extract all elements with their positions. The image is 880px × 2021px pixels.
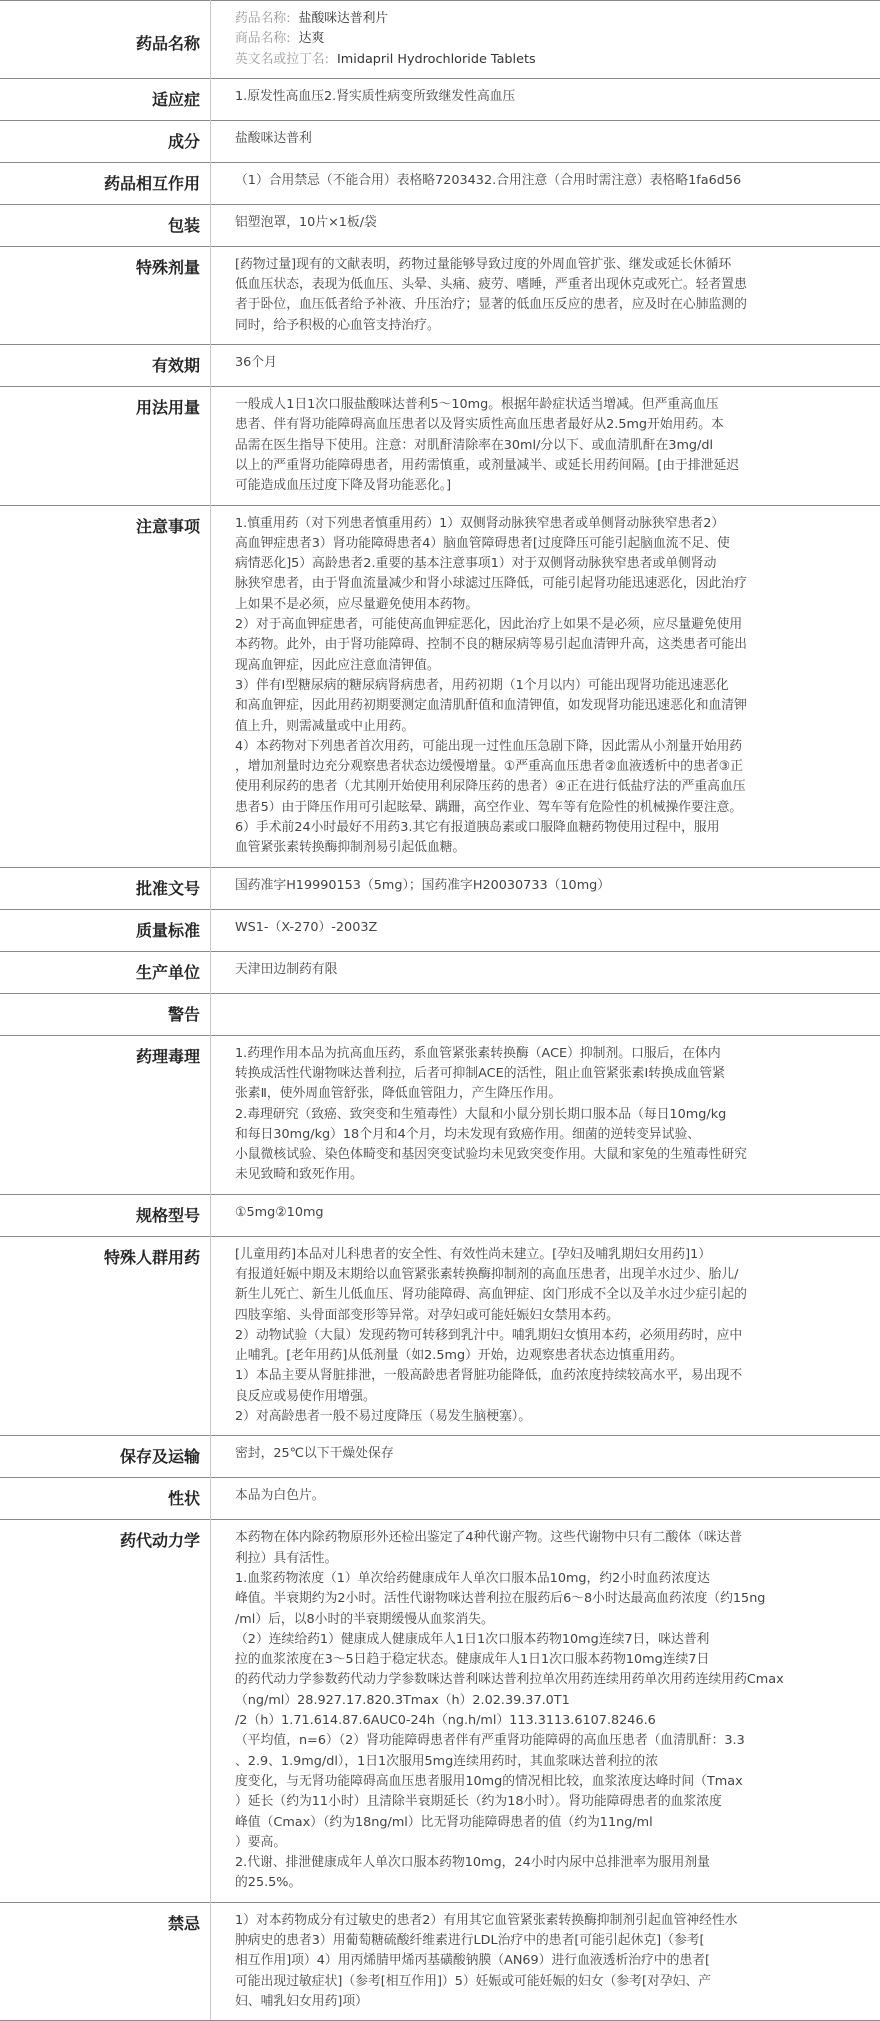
spec-value-line: 一般成人1日1次口服盐酸咪达普利5～10mg。根据年龄症状适当增减。但严重高血压 bbox=[235, 395, 866, 415]
spec-value-line: 良反应或易使作用增强。 bbox=[235, 1387, 866, 1407]
spec-value-line: 以上的严重肾功能障碍患者，用药需慎重，或剂量减半、或延长用药间隔。[由于排泄延迟 bbox=[235, 456, 866, 476]
spec-value-line: 张素Ⅱ，使外周血管舒张，降低血管阻力，产生降压作用。 bbox=[235, 1084, 866, 1104]
spec-value-line: （1）合用禁忌（不能合用）表格略7203432.合用注意（合用时需注意）表格略1fa6d56 bbox=[235, 171, 866, 191]
spec-value bbox=[211, 1520, 880, 1902]
spec-value bbox=[211, 1478, 880, 1520]
spec-value bbox=[211, 204, 880, 246]
spec-value-line: 肿病史的患者3）用葡萄糖硫酸纤维素进行LDL治疗中的患者[可能引起休克]（参考[ bbox=[235, 1931, 866, 1951]
spec-value-line: 密封，25℃以下干燥处保存 bbox=[235, 1444, 866, 1464]
spec-value-line: 3）伴有Ⅰ型糖尿病的糖尿病肾病患者，用药初期（1个月以内）可能出现肾功能迅速恶化 bbox=[235, 676, 866, 696]
trade-name-label: 商品名称: bbox=[235, 29, 291, 49]
spec-key: 药代动力学 bbox=[0, 1520, 211, 1902]
spec-value-line: 峰值。半衰期约为2小时。活性代谢物咪达普利拉在服药后6～8小时达最高血药浓度（约15ng bbox=[235, 1589, 866, 1609]
spec-value-line: 天津田边制药有限 bbox=[235, 960, 866, 980]
spec-value-line: 新生儿死亡、新生儿低血压、肾功能障碍、高血钾症、囟门形成不全以及羊水过少症引起的 bbox=[235, 1285, 866, 1305]
spec-value-line: 患者、伴有肾功能障碍高血压患者以及肾实质性高血压患者最好从2.5mg开始用药。本 bbox=[235, 415, 866, 435]
spec-value-line: 峰值（Cmax）（约为18ng/ml）比无肾功能障碍患者的值（约为11ng/ml bbox=[235, 1813, 866, 1833]
spec-value-line: 可能造成血压过度下降及肾功能恶化。] bbox=[235, 476, 866, 496]
spec-value-line: 病情恶化]5）高龄患者2.重要的基本注意事项1）对于双侧肾动脉狭窄患者或单侧肾动 bbox=[235, 554, 866, 574]
spec-value-line: 度变化，与无肾功能障碍高血压患者服用10mg的情况相比较，血浆浓度达峰时间（Tmax bbox=[235, 1772, 866, 1792]
spec-value-line: 1.原发性高血压2.肾实质性病变所致继发性高血压 bbox=[235, 87, 866, 107]
spec-row bbox=[0, 505, 880, 867]
spec-key: 药品名称 bbox=[0, 1, 211, 79]
spec-row bbox=[0, 162, 880, 204]
trade-name-value: 达爽 bbox=[299, 31, 325, 46]
spec-key: 规格型号 bbox=[0, 1194, 211, 1236]
spec-value-line: 国药准字H19990153（5mg）；国药准字H20030733（10mg） bbox=[235, 876, 866, 896]
spec-value bbox=[211, 993, 880, 1035]
spec-value-line: 、2.9、1.9mg/dl），1日1次服用5mg连续用药时，其血浆咪达普利拉的浓 bbox=[235, 1752, 866, 1772]
spec-value-line: 4）本药物对下列患者首次用药，可能出现一过性血压急剧下降，因此需从小剂量开始用药 bbox=[235, 737, 866, 757]
spec-value bbox=[211, 1194, 880, 1236]
spec-value-line: [药物过量]现有的文献表明，药物过量能够导致过度的外周血管扩张、继发或延长休循环 bbox=[235, 255, 866, 275]
spec-key: 性状 bbox=[0, 1478, 211, 1520]
spec-value-line: ①5mg②10mg bbox=[235, 1203, 866, 1223]
spec-key: 药品相互作用 bbox=[0, 162, 211, 204]
spec-value-line: 现高血钾症，因此应注意血清钾值。 bbox=[235, 656, 866, 676]
spec-value bbox=[211, 1, 880, 79]
spec-value-line: 上如果不是必须，应尽量避免使用本药物。 bbox=[235, 595, 866, 615]
spec-row-name bbox=[0, 1, 880, 79]
spec-row bbox=[0, 1478, 880, 1520]
spec-row bbox=[0, 387, 880, 505]
spec-value-line: 1）本品主要从肾脏排泄，一般高龄患者肾脏功能降低，血药浓度持续较高水平，易出现不 bbox=[235, 1366, 866, 1386]
spec-value-line: 2）动物试验（大鼠）发现药物可转移到乳汁中。哺乳期妇女慎用本药，必须用药时，应中 bbox=[235, 1326, 866, 1346]
english-name-line bbox=[235, 50, 866, 70]
spec-value-line: 6）手术前24小时最好不用药3.其它有报道胰岛素或口服降血糖药物使用过程中，服用 bbox=[235, 818, 866, 838]
spec-value-line: 小鼠微核试验、染色体畸变和基因突变试验均未见致突变作用。大鼠和家兔的生殖毒性研究 bbox=[235, 1145, 866, 1165]
spec-key: 保存及运输 bbox=[0, 1436, 211, 1478]
spec-value-line: 脉狭窄患者，由于肾血流量减少和肾小球滤过压降低，可能引起肾功能迅速恶化，因此治疗 bbox=[235, 574, 866, 594]
spec-value-line: 同时，给予积极的心血管支持治疗。 bbox=[235, 316, 866, 336]
spec-value-line: [儿童用药]本品对儿科患者的安全性、有效性尚未建立。[孕妇及哺乳期妇女用药]1） bbox=[235, 1245, 866, 1265]
spec-value-line: ，增加剂量时边充分观察患者状态边缓慢增量。①严重高血压患者②血液透析中的患者③正 bbox=[235, 757, 866, 777]
spec-value-line: 2.代谢、排泄健康成年人单次口服本药物10mg，24小时内尿中总排泄率为服用剂量 bbox=[235, 1853, 866, 1873]
spec-row bbox=[0, 951, 880, 993]
english-name-value: Imidapril Hydrochloride Tablets bbox=[337, 52, 536, 67]
spec-row bbox=[0, 1902, 880, 2020]
spec-value bbox=[211, 387, 880, 505]
spec-value-line: 和每日30mg/kg）18个月和4个月，均未发现有致癌作用。细菌的逆转变异试验、 bbox=[235, 1125, 866, 1145]
spec-value bbox=[211, 909, 880, 951]
spec-value bbox=[211, 1436, 880, 1478]
spec-value-line: 盐酸咪达普利 bbox=[235, 129, 866, 149]
spec-row bbox=[0, 345, 880, 387]
spec-value-line: 本药物在体内除药物原形外还检出鉴定了4种代谢产物。这些代谢物中只有二酸体（咪达普 bbox=[235, 1528, 866, 1548]
spec-value-line: 利拉）具有活性。 bbox=[235, 1549, 866, 1569]
spec-value-line: 者于卧位，血压低者给予补液、升压治疗；显著的低血压反应的患者，应及时在心肺监测的 bbox=[235, 295, 866, 315]
spec-key: 适应症 bbox=[0, 78, 211, 120]
spec-value-line: ）要高。 bbox=[235, 1833, 866, 1853]
spec-value bbox=[211, 867, 880, 909]
spec-key: 药理毒理 bbox=[0, 1035, 211, 1194]
generic-name-value: 盐酸咪达普利片 bbox=[299, 11, 389, 26]
spec-value-line: 2）对于高血钾症患者，可能使高血钾症恶化，因此治疗上如果不是必须，应尽量避免使用 bbox=[235, 615, 866, 635]
trade-name-line bbox=[235, 29, 866, 49]
spec-row bbox=[0, 246, 880, 344]
spec-value-line: 2.毒理研究（致癌、致突变和生殖毒性）大鼠和小鼠分别长期口服本品（每日10mg/kg bbox=[235, 1105, 866, 1125]
spec-value-line: 铝塑泡罩，10片×1板/袋 bbox=[235, 213, 866, 233]
spec-row bbox=[0, 1194, 880, 1236]
spec-key: 特殊剂量 bbox=[0, 246, 211, 344]
spec-key: 包装 bbox=[0, 204, 211, 246]
spec-value-line: 本药物。此外，由于肾功能障碍、控制不良的糖尿病等易引起血清钾升高，这类患者可能出 bbox=[235, 635, 866, 655]
spec-row bbox=[0, 1520, 880, 1902]
generic-name-label: 药品名称: bbox=[235, 9, 291, 29]
generic-name-line bbox=[235, 9, 866, 29]
spec-key: 特殊人群用药 bbox=[0, 1236, 211, 1436]
spec-value-line: 高血钾症患者3）肾功能障碍患者4）脑血管障碍患者[过度降压可能引起脑血流不足、使 bbox=[235, 534, 866, 554]
spec-value-line: 有报道妊娠中期及末期给以血管紧张素转换酶抑制剂的高血压患者，出现羊水过少、胎儿/ bbox=[235, 1265, 866, 1285]
spec-value-line: 转换成活性代谢物咪达普利拉，后者可抑制ACE的活性，阻止血管紧张素Ⅰ转换成血管紧 bbox=[235, 1064, 866, 1084]
spec-value-line: 止哺乳。[老年用药]从低剂量（如2.5mg）开始，边观察患者状态边慎重用药。 bbox=[235, 1346, 866, 1366]
spec-row bbox=[0, 909, 880, 951]
spec-value-line: （平均值，n=6）（2）肾功能障碍患者伴有严重肾功能障碍的高血压患者（血清肌酐：3.3 bbox=[235, 1731, 866, 1751]
spec-value bbox=[211, 1236, 880, 1436]
spec-row bbox=[0, 1035, 880, 1194]
spec-key: 注意事项 bbox=[0, 505, 211, 867]
spec-value-line: 血管紧张素转换酶抑制剂易引起低血糖。 bbox=[235, 838, 866, 858]
spec-value-line: ）延长（约为11小时）且清除半衰期延长（约为18小时）。肾功能障碍患者的血浆浓度 bbox=[235, 1792, 866, 1812]
spec-value-line: 值上升，则需减量或中止用药。 bbox=[235, 717, 866, 737]
spec-value bbox=[211, 951, 880, 993]
spec-value-line: 1.慎重用药（对下列患者慎重用药）1）双侧肾动脉狭窄患者或单侧肾动脉狭窄患者2） bbox=[235, 514, 866, 534]
spec-value bbox=[211, 1902, 880, 2020]
spec-value-line: 相互作用]项）4）用丙烯腈甲烯丙基磺酸钠膜（AN69）进行血液透析治疗中的患者[ bbox=[235, 1951, 866, 1971]
spec-value-line: 的25.5%。 bbox=[235, 1873, 866, 1893]
spec-row bbox=[0, 120, 880, 162]
spec-value-line: /2（h）1.71.614.87.6AUC0-24h（ng.h/ml）113.3113.6107.8246.6 bbox=[235, 1711, 866, 1731]
spec-key: 用法用量 bbox=[0, 387, 211, 505]
spec-value bbox=[211, 505, 880, 867]
spec-value-line: 患者5）由于降压作用可引起眩晕、蹒跚，高空作业、驾车等有危险性的机械操作要注意。 bbox=[235, 798, 866, 818]
spec-value-line: 拉的血浆浓度在3～5日趋于稳定状态。健康成年人1日1次口服本药物10mg连续7日 bbox=[235, 1650, 866, 1670]
spec-value-line: （ng/ml）28.927.17.820.3Tmax（h）2.02.39.37.0T1 bbox=[235, 1691, 866, 1711]
spec-value bbox=[211, 246, 880, 344]
spec-value-line: 和高血钾症，因此用药初期要测定血清肌酐值和血清钾值，如发现肾功能迅速恶化和血清钾 bbox=[235, 696, 866, 716]
spec-value bbox=[211, 78, 880, 120]
english-name-label: 英文名或拉丁名: bbox=[235, 50, 329, 70]
spec-value bbox=[211, 1035, 880, 1194]
spec-row bbox=[0, 1236, 880, 1436]
spec-value-line: 1.血浆药物浓度（1）单次给药健康成年人单次口服本品10mg，约2小时血药浓度达 bbox=[235, 1569, 866, 1589]
spec-value-line: 可能出现过敏症状]（参考[相互作用]）5）妊娠或可能妊娠的妇女（参考[对孕妇、产 bbox=[235, 1972, 866, 1992]
spec-value-line: 妇、哺乳妇女用药]项） bbox=[235, 1992, 866, 2012]
spec-value-line: WS1-（X-270）-2003Z bbox=[235, 918, 866, 938]
spec-key: 批准文号 bbox=[0, 867, 211, 909]
spec-value-line: 未见致畸和致死作用。 bbox=[235, 1165, 866, 1185]
spec-key: 有效期 bbox=[0, 345, 211, 387]
spec-value-line: 36个月 bbox=[235, 353, 866, 373]
spec-value-line: 的药代动力学参数药代动力学参数咪达普利咪达普利拉单次用药连续用药单次用药连续用药Cmax bbox=[235, 1670, 866, 1690]
spec-value-line: （2）连续给药1）健康成人健康成年人1日1次口服本药物10mg连续7日，咪达普利 bbox=[235, 1630, 866, 1650]
spec-key: 生产单位 bbox=[0, 951, 211, 993]
spec-row bbox=[0, 204, 880, 246]
spec-value-line: 使用利尿药的患者（尤其刚开始使用利尿降压药的患者）④正在进行低盐疗法的严重高血压 bbox=[235, 777, 866, 797]
spec-value-line: 1）对本药物成分有过敏史的患者2）有用其它血管紧张素转换酶抑制剂引起血管神经性水 bbox=[235, 1911, 866, 1931]
spec-row bbox=[0, 1436, 880, 1478]
spec-row bbox=[0, 78, 880, 120]
spec-value bbox=[211, 120, 880, 162]
spec-value-line: 四肢挛缩、头骨面部变形等异常。对孕妇或可能妊娠妇女禁用本药。 bbox=[235, 1306, 866, 1326]
spec-value-line: 低血压状态，表现为低血压、头晕、头痛、疲劳、嗜睡，严重者出现休克或死亡。轻者置患 bbox=[235, 275, 866, 295]
spec-value-line: 2）对高龄患者一般不易过度降压（易发生脑梗塞）。 bbox=[235, 1407, 866, 1427]
spec-value bbox=[211, 345, 880, 387]
spec-value-line: /ml）后，以8小时的半衰期缓慢从血浆消失。 bbox=[235, 1610, 866, 1630]
spec-value-line: 品需在医生指导下使用。注意：对肌酐清除率在30ml/分以下、或血清肌酐在3mg/dl bbox=[235, 436, 866, 456]
spec-key: 成分 bbox=[0, 120, 211, 162]
spec-value bbox=[211, 162, 880, 204]
spec-key: 质量标准 bbox=[0, 909, 211, 951]
spec-row bbox=[0, 867, 880, 909]
spec-key: 警告 bbox=[0, 993, 211, 1035]
spec-row bbox=[0, 993, 880, 1035]
spec-key: 禁忌 bbox=[0, 1902, 211, 2020]
spec-value-line: 本品为白色片。 bbox=[235, 1486, 866, 1506]
spec-value-line: 1.药理作用本品为抗高血压药，系血管紧张素转换酶（ACE）抑制剂。口服后，在体内 bbox=[235, 1044, 866, 1064]
